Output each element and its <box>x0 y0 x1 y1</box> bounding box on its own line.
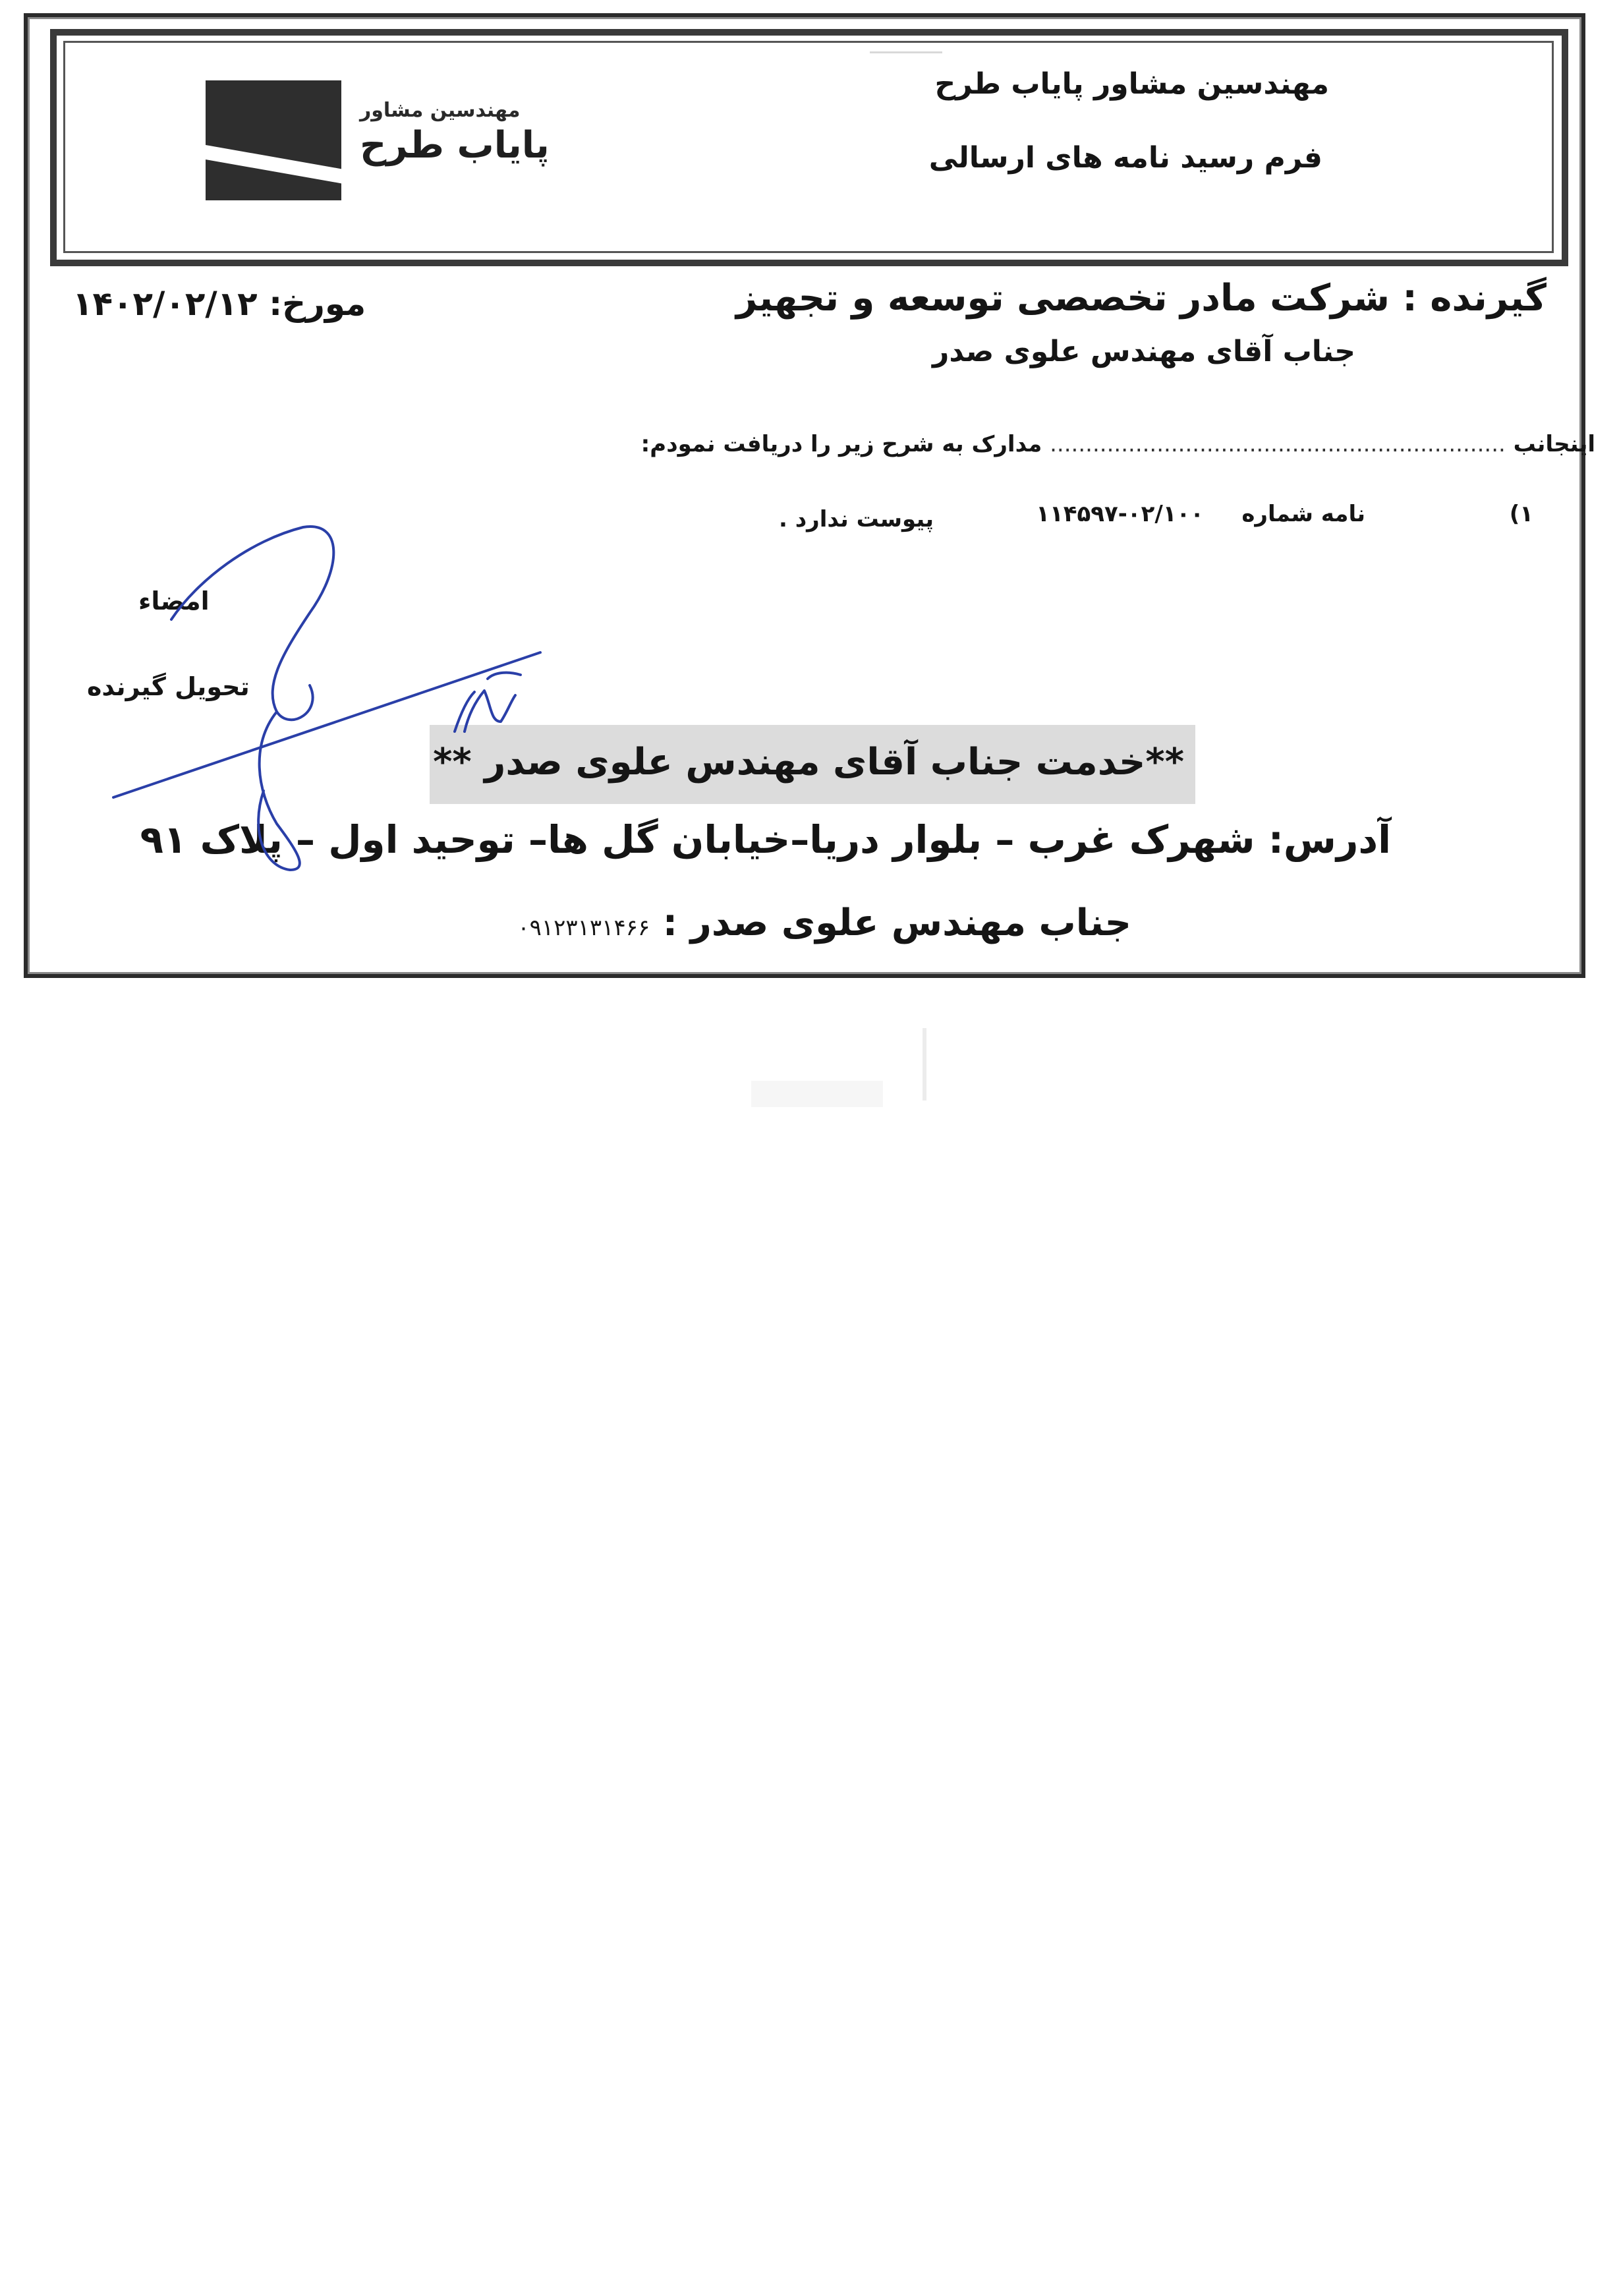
header-subtitle: فرم رسید نامه های ارسالی <box>928 141 1322 175</box>
item-label: نامه شماره <box>1241 501 1365 527</box>
company-logo <box>206 80 341 200</box>
receipt-dots: ................................................................ <box>1050 431 1506 457</box>
contact-line <box>517 902 1131 944</box>
recipient-line: گیرنده : شرکت مادر تخصصی توسعه و تجهیز <box>735 277 1547 320</box>
attachment-note: پیوست ندارد . <box>778 506 934 532</box>
scan-mark <box>923 1028 926 1101</box>
receipt-intro-start: اینجانب <box>1513 431 1595 457</box>
receipt-statement <box>641 431 1595 457</box>
signature-label: امضاء <box>138 587 210 616</box>
letter-number: ۱۱۴۵۹۷-۰۲/۱۰۰ <box>1036 501 1204 527</box>
header-title: مهندسین مشاور پایاب طرح <box>934 67 1329 101</box>
contact-name: جناب مهندس علوی صدر : <box>662 902 1131 944</box>
address: آدرس: شهرک غرب – بلوار دریا–خیابان گل ها– توحید اول – پلاک ۹۱ <box>140 817 1391 862</box>
receipt-intro-end: مدارک به شرح زیر را دریافت نمودم: <box>640 431 1042 457</box>
logo-name: پایاب طرح <box>360 124 550 167</box>
scan-mark <box>751 1081 883 1107</box>
logo-subtitle: مهندسین مشاور <box>360 99 521 122</box>
scan-mark <box>870 51 942 53</box>
logo-stripe <box>206 145 341 183</box>
receiver-label: تحویل گیرنده <box>87 672 250 701</box>
date: مورخ: ۱۴۰۲/۰۲/۱۲ <box>72 285 366 323</box>
item-number-index: (۱ <box>1509 501 1533 527</box>
highlight-text: **خدمت جناب آقای مهندس علوی صدر ** <box>433 741 1184 784</box>
contact-phone: ۰۹۱۲۳۱۳۱۴۶۶ <box>517 915 650 941</box>
recipient-attention: جناب آقای مهندس علوی صدر <box>932 335 1355 368</box>
